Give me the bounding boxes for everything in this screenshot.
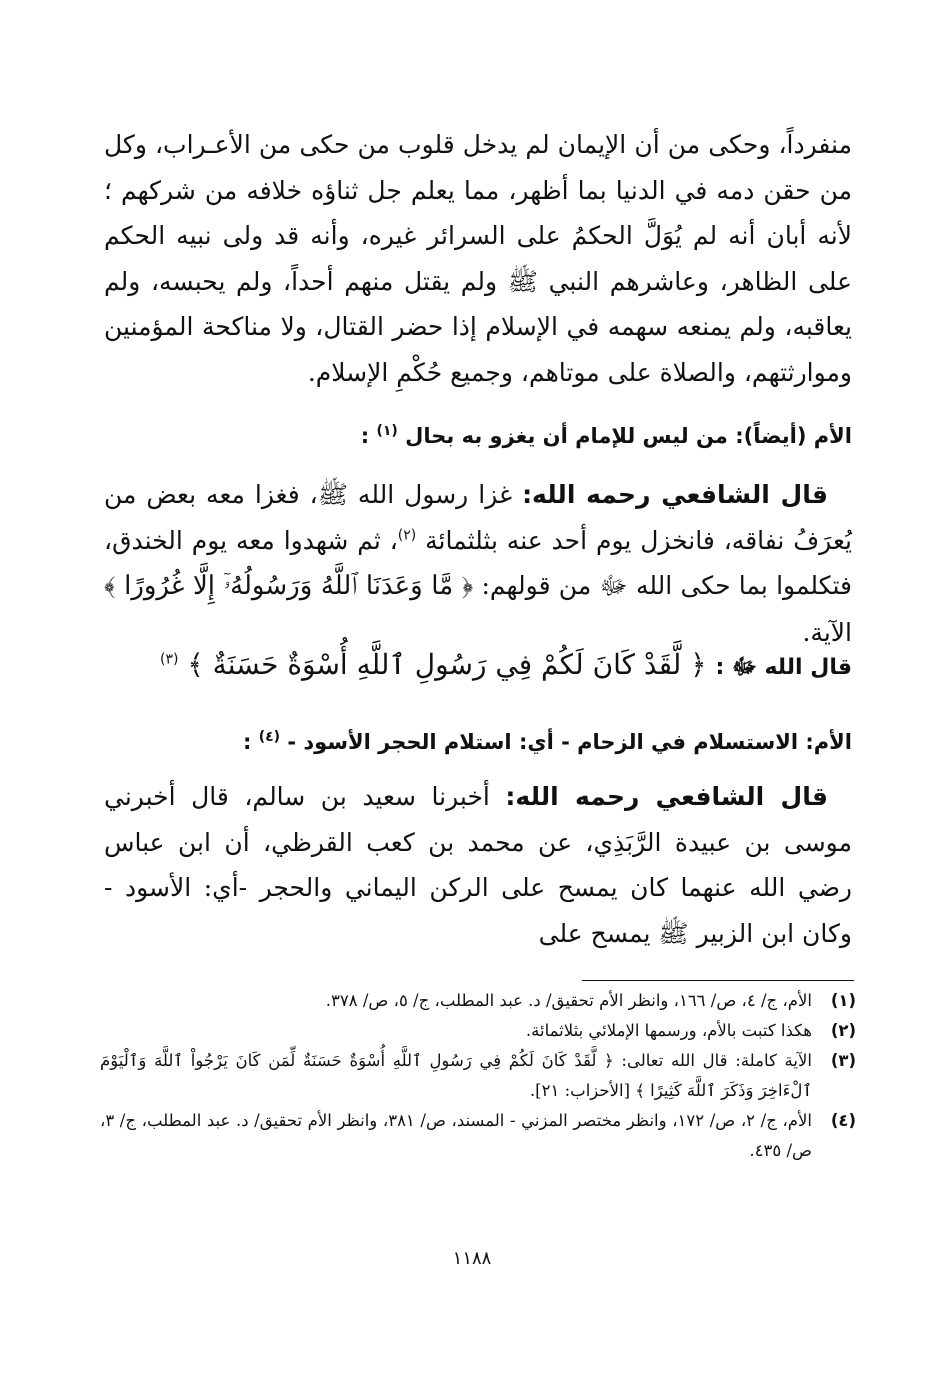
footnote-4 — [100, 1106, 856, 1166]
quran-line-block — [104, 640, 852, 693]
paragraph-1-line-2: من حقن دمه في الدنيا بما أظهر، مما يعلم جل ثناؤه خلافه من شركهم ؛ لأنه — [104, 175, 852, 250]
footnote-ref-3[interactable]: (٣) — [160, 651, 179, 668]
footnote-number: (٤) — [830, 1111, 856, 1130]
footnote-3 — [100, 1046, 856, 1106]
paragraph-2-end: الآية. — [802, 617, 852, 647]
footnote-text: الأم، ج/ ٢، ص/ ١٧٢، وانظر مختصر المزني - المسند، ص/ ٣٨١، وانظر الأم تحقيق/ د. عبد المطلب، ج/ ٣، ص/ ٤٣٥. — [100, 1111, 812, 1160]
section-heading-2 — [104, 722, 852, 762]
paragraph-1-line-5: في الإسلام إذا حضر القتال، ولا مناكحة المؤمنين وموارثتهم، والصلاة على — [104, 312, 852, 387]
quran-quote-1: ﴿ مَّا وَعَدَنَا ٱللَّهُ وَرَسُولُهُۥٓ إِلَّا غُرُورًا ﴾ — [104, 571, 474, 601]
footnote-text: هكذا كتبت بالأم، ورسمها الإملائي بثلاثمائة. — [525, 1021, 812, 1040]
paragraph-3 — [104, 774, 852, 956]
paragraph-3-block — [104, 774, 852, 956]
page-number: ١١٨٨ — [452, 1248, 492, 1269]
main-text — [104, 122, 852, 395]
section-heading-1-text: الأم (أيضاً): من ليس للإمام أن يغزو به بحال — [405, 424, 852, 448]
section-heading-2-colon: : — [242, 730, 252, 754]
footnote-2 — [100, 1016, 856, 1046]
paragraph-3-text: أخبرنا سعيد بن سالم، قال أخبرني موسى بن عبيدة الرَّبَذِي، عن محمد بن كعب القرظي، أن ابن عباس رضي الله عنهما كان يمسح على الركن اليماني والحجر -أي: الأسود - وكان ابن الزبير ﷺ يمسح على — [104, 782, 852, 948]
paragraph-2 — [104, 472, 852, 655]
speaker-label-2: قال الشافعي رحمه الله: — [505, 782, 828, 811]
speaker-label: قال الشافعي رحمه الله: — [522, 480, 828, 509]
footnote-1 — [100, 986, 856, 1016]
paragraph-2-block — [104, 472, 852, 655]
section-heading-1-block — [104, 416, 852, 456]
paragraph-1-line-4: وعاشرهم النبي ﷺ ولم يقتل منهم أحداً، ولم يحبسه، ولم يعاقبه، ولم يمنعه سهمه — [104, 266, 852, 341]
quran-line-speaker: قال الله ﷻ : — [715, 655, 852, 680]
footnote-ref-2[interactable]: (٢) — [397, 527, 417, 544]
footnote-separator — [582, 980, 854, 981]
quran-line — [104, 640, 852, 693]
paragraph-2-text-b: ، ثم شهدوا معه يوم الخندق، فتكلموا بما حكى الله ﷻ من قولهم: — [104, 525, 852, 600]
footnote-number: (٣) — [830, 1051, 856, 1070]
section-heading-1 — [104, 416, 852, 456]
paragraph-1 — [104, 122, 852, 395]
quran-quote-2: ﴿ لَّقَدْ كَانَ لَكُمْ فِي رَسُولِ ٱللَّهِ أُسْوَةٌ حَسَنَةٌ ﴾ — [178, 648, 716, 681]
footnote-number: (٢) — [830, 1021, 856, 1040]
footnote-ref-4[interactable]: (٤) — [258, 729, 281, 745]
section-heading-2-text: الأم: الاستسلام في الزحام - أي: استلام الحجر الأسود - — [280, 730, 852, 754]
footnotes — [100, 986, 856, 1166]
section-heading-2-block — [104, 722, 852, 762]
paragraph-1-line-6: موتاهم، وجميع حُكْمِ الإسلام. — [307, 357, 600, 387]
paragraph-1-line-3: أبان أنه لم يُوَلَّ الحكمُ على السرائر غيره، وأنه قد ولى نبيه الحكم على الظاهر، — [104, 221, 853, 296]
paragraph-1-line-1: منفرداً، وحكى من أن الإيمان لم يدخل قلوب من حكى من الأعـراب، وكل — [104, 130, 852, 159]
footnote-number: (١) — [830, 991, 856, 1010]
section-heading-1-colon: : — [360, 424, 370, 448]
paragraph-2-text-a: غزا رسول الله ﷺ، فغزا معه بعض من يُعرَفُ نفاقه، فانخزل يوم أحد عنه بثلثمائة — [104, 480, 852, 555]
footnote-text: الأم، ج/ ٤، ص/ ١٦٦، وانظر الأم تحقيق/ د. عبد المطلب، ج/ ٥، ص/ ٣٧٨. — [325, 991, 812, 1010]
footnote-text: الآية كاملة: قال الله تعالى: ﴿ لَّقَدْ كَانَ لَكُمْ فِي رَسُولِ ٱللَّهِ أُسْوَةٌ حَسَنَةٌ لِّمَن كَانَ يَرْجُواْ ٱللَّهَ وَٱلْيَوْمَ ٱلْءَاخِرَ وَذَكَرَ ٱللَّهَ كَثِيرًا ﴾ [الأحزاب: ٢١]. — [100, 1051, 812, 1100]
footnote-ref-1[interactable]: (١) — [376, 423, 398, 439]
